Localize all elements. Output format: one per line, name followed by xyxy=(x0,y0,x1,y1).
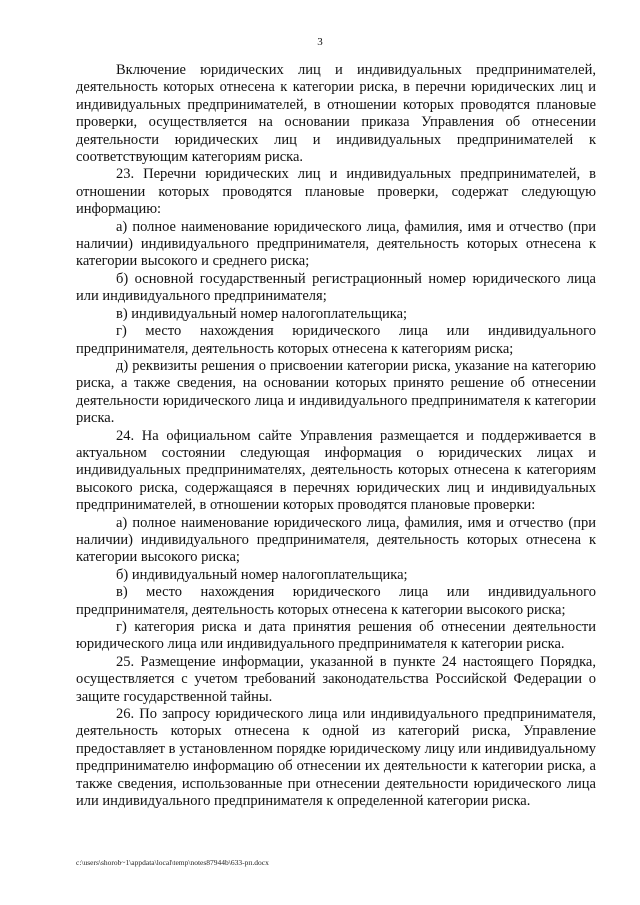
paragraph: а) полное наименование юридического лица, фамилия, имя и отчество (при наличии) индивидуального предпринимателя, деятельность которых отнесена к категории высокого риска; xyxy=(76,514,596,566)
paragraph: г) категория риска и дата принятия решения об отнесении деятельности юридического лица или индивидуального предпринимателя к категории риска. xyxy=(76,619,596,653)
page-number: 3 xyxy=(317,36,323,48)
paragraph: 24. На официальном сайте Управления размещается и поддерживается в актуальном состоянии следующая информация о юридических лицах и индивидуальных предпринимателях, деятельность которых отнесена к категориям высокого риска, содержащаяся в перечнях юридических лиц и индивидуальных предпринимателей, в отношении которых проводятся плановые проверки: xyxy=(76,427,596,514)
paragraph: а) полное наименование юридического лица, фамилия, имя и отчество (при наличии) индивидуального предпринимателя, деятельность которых отнесена к категории высокого и среднего риска; xyxy=(76,218,596,270)
paragraph: в) место нахождения юридического лица или индивидуального предпринимателя, деятельность которых отнесена к категории высокого риска; xyxy=(76,584,596,618)
paragraph: Включение юридических лиц и индивидуальных предпринимателей, деятельность которых отнесена к категории риска, в перечни юридических лиц и индивидуальных предпринимателей, в отношении которых проводятся плановые проверки, осуществляется на основании приказа Управления об отнесении деятельности юридических лиц и индивидуальных предпринимателей к соответствующим категориям риска. xyxy=(76,62,596,166)
paragraph: в) индивидуальный номер налогоплательщика; xyxy=(116,305,408,322)
paragraph: д) реквизиты решения о присвоении категории риска, указание на категорию риска, а также сведения, на основании которых принято решение об отнесении деятельности юридического лица и индивидуального предпринимателя к категории риска. xyxy=(76,357,596,427)
paragraph: б) индивидуальный номер налогоплательщика; xyxy=(116,566,408,583)
paragraph: г) место нахождения юридического лица или индивидуального предпринимателя, деятельность которых отнесена к категориям риска; xyxy=(76,323,596,357)
document-body xyxy=(76,62,596,810)
paragraph: 23. Перечни юридических лиц и индивидуальных предпринимателей, в отношении которых проводятся плановые проверки, содержат следующую информацию: xyxy=(76,166,596,218)
paragraph: 25. Размещение информации, указанной в пункте 24 настоящего Порядка, осуществляется с учетом требований законодательства Российской Федерации о защите государственной тайны. xyxy=(76,653,596,705)
paragraph: б) основной государственный регистрационный номер юридического лица или индивидуального предпринимателя; xyxy=(76,270,596,305)
file-path-footer: c:\users\shorob~1\appdata\local\temp\notes87944b\633-рп.docx xyxy=(76,858,269,867)
paragraph: 26. По запросу юридического лица или индивидуального предпринимателя, деятельность которых отнесена к одной из категорий риска, Управление предоставляет в установленном порядке юридическому лицу или индивидуальному предпринимателю информацию об отнесении их деятельности к категории риска, а также сведения, использованные при отнесении деятельности юридического лица или индивидуального предпринимателя к определенной категории риска. xyxy=(76,706,596,810)
